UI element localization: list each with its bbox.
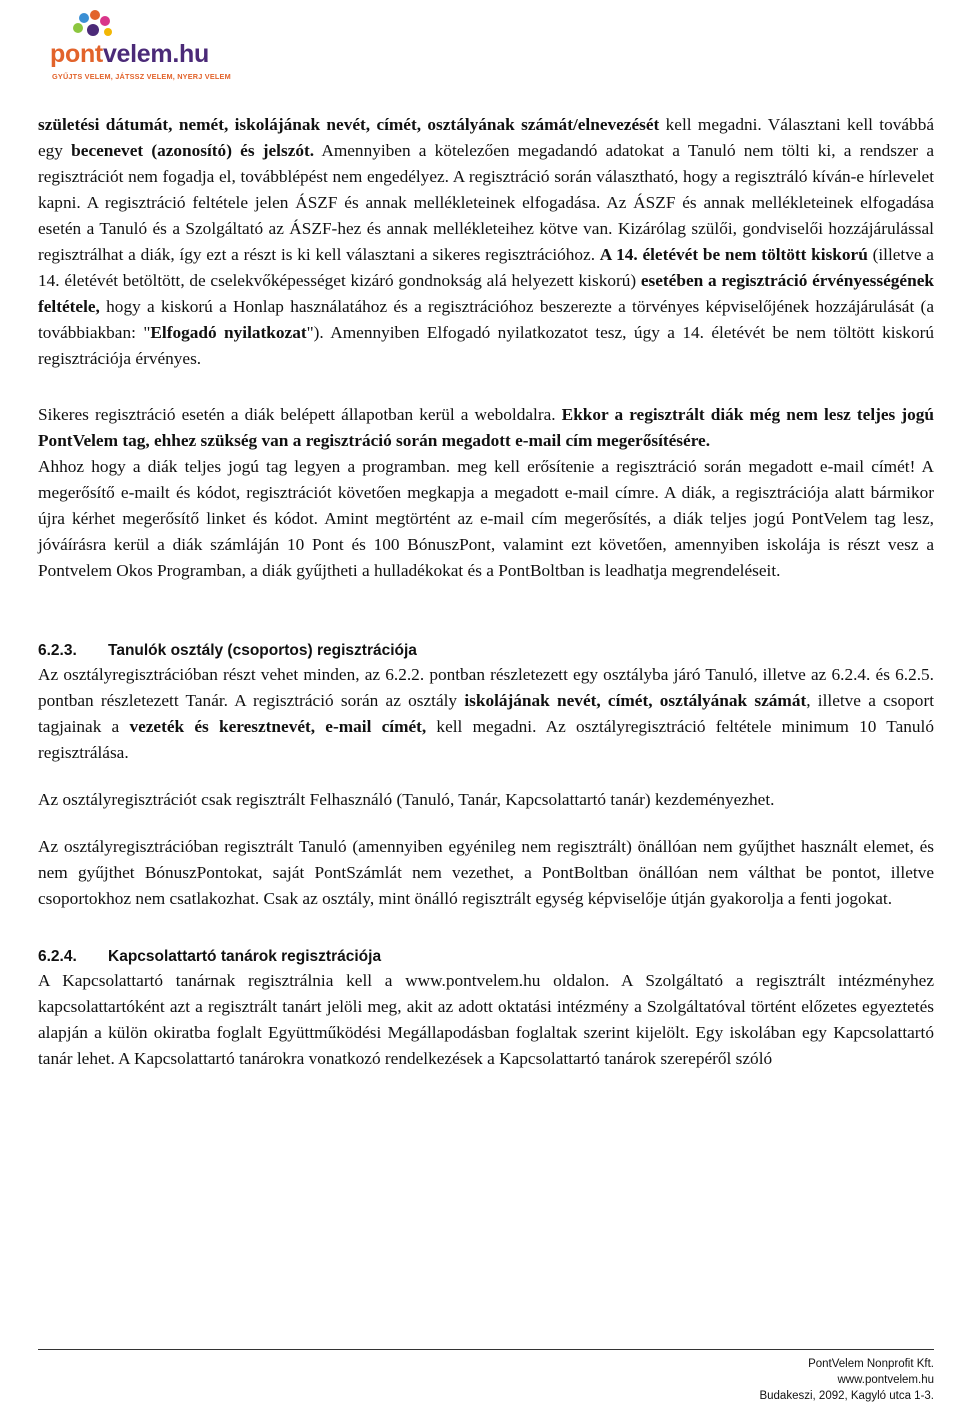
paragraph-class-registration <box>38 662 934 766</box>
bold-text: iskolájának nevét, címét, osztályának számát <box>464 691 807 710</box>
logo-text-part2: velem.hu <box>102 40 209 68</box>
text: Az osztályregisztrációban részt vehet minden, az 6.2.2. pontban részletezett egy osztályba járó Tanuló, illetve az 6.2.4. és 6.2.5. pontban részletezett Tanár. A regisztráció során az osztály <box>38 665 934 710</box>
section-number: 6.2.3. <box>38 642 77 659</box>
paragraph-contact-teacher: A Kapcsolattartó tanárnak regisztrálnia kell a www.pontvelem.hu oldalon. A Szolgáltató a regisztrált intézményhez kapcsolattartóként azt a regisztrált tanárt jelöli meg, akit az adott oktatási intézmény a Szolgáltatóval történt előzetes egyeztetés alapján a külön okiratba foglalt Együttműködési Megállapodásban foglaltak szerint kijelölt. Egy iskolában egy Kapcsolattartó tanár lehet. A Kapcsolattartó tanárokra vonatkozó rendelkezések a Kapcsolattartó tanárok szerepéről szóló <box>38 971 934 1068</box>
bold-text: vezeték és keresztnevét, e-mail címét, <box>129 717 427 736</box>
bold-text: becenevet (azonosító) és jelszót. <box>71 141 315 160</box>
logo-tagline: GYŰJTS VELEM, JÁTSSZ VELEM, NYERJ VELEM <box>52 72 231 81</box>
bold-text: esetében a regisztráció érvényességének feltétele, <box>38 271 934 316</box>
text: Sikeres regisztráció esetén a diák belépett állapotban kerül a weboldalra. <box>38 405 562 424</box>
logo-text-part1: pont <box>50 40 103 68</box>
document-body <box>38 112 934 1072</box>
paragraph-email-confirmation: Ahhoz hogy a diák teljes jogú tag legyen a programban. meg kell erősítenie a regisztráció során megadott e-mail címét! A megerősítő e-mailt és kódot, regisztrációt követően megkapja a megadott e-mail címre. A diák, a regisztrációja alatt bármikor újra kérhet megerősítő linket és kódot. Amint megtörtént az e-mail cím megerősítés, a diák teljes jogú PontVelem tag lesz, jóváírásra kerül a diák számláján 10 Pont és 100 BónuszPont, valamint ezt követően, amennyiben iskolája is részt vesz a Pontvelem Okos Programban, a diák gyűjtheti a hulladékokat és a PontBoltban is leadhatja megrendeléseit. <box>38 457 934 580</box>
footer-company: PontVelem Nonprofit Kft. <box>808 1358 934 1370</box>
footer-divider <box>38 1349 934 1350</box>
section-heading-6-2-4 <box>38 946 934 968</box>
logo <box>46 6 231 84</box>
text: Amennyiben a kötelezően megadandó adatokat a Tanuló nem tölti ki, a rendszer a regisztrációt nem fogadja el, továbblépést nem engedélyez. A regisztráció során választható, hogy a regisztráló kíván-e hírlevelet kapni. A regisztráció feltétele jelen ÁSZF és annak mellékleteinek elfogadása. Az ÁSZF és annak mellékleteinek elfogadása esetén a Tanuló és a Szolgáltató az ÁSZF-hez és annak mellékleteihez kötve van. Kizárólag szülői, gondviselői hozzájárulással regisztrálhat a diák, így ezt a részt is ki kell választani a sikeres regisztrációhoz. <box>38 141 934 264</box>
footer <box>759 1356 934 1404</box>
text: , illetve a csoport tagjainak a <box>38 691 934 736</box>
section-title: Kapcsolattartó tanárok regisztrációja <box>108 948 382 965</box>
text: "). Amennyiben Elfogadó nyilatkozatot tesz, úgy a 14. életévét be nem töltött kiskorú regisztrációja érvényes. <box>38 323 934 368</box>
text: kell megadni. Az osztályregisztráció feltétele minimum 10 Tanuló regisztrálása. <box>38 717 934 762</box>
logo-wordmark <box>50 40 209 69</box>
bold-text: A 14. életévét be nem töltött kiskorú <box>599 245 868 264</box>
section-number: 6.2.4. <box>38 948 77 965</box>
paragraph-class-registration-limits: Az osztályregisztrációban regisztrált Tanuló (amennyiben egyénileg nem regisztrált) önállóan nem gyűjthet használt elemet, és nem gyűjthet BónuszPontokat, saját PontSzámlát nem vezethet, a PontBoltban önállóan nem válthat be pontot, illetve csoportokhoz nem csatlakozhat. Csak az osztály, mint önálló regisztrált egység képviselője útján gyakorolja a fenti jogokat. <box>38 837 934 908</box>
text: hogy a kiskorú a Honlap használatához és a regisztrációhoz beszerezte a törvényes képviselőjének hozzájárulását (a továbbiakban: " <box>38 297 934 342</box>
paragraph-class-registration-initiator: Az osztályregisztrációt csak regisztrált Felhasználó (Tanuló, Tanár, Kapcsolattartó tanár) kezdeményezhet. <box>38 790 775 809</box>
section-title: Tanulók osztály (csoportos) regisztrációja <box>108 642 417 659</box>
bold-text: Elfogadó nyilatkozat <box>150 323 307 342</box>
text: (illetve a 14. életévét betöltött, de cselekvőképességet kizáró gondnokság alá helyezett kiskorú) <box>38 245 934 290</box>
footer-website: www.pontvelem.hu <box>837 1374 934 1386</box>
bold-text: születési dátumát, nemét, iskolájának nevét, címét, osztályának számát/elnevezését <box>38 115 660 134</box>
paragraph-registration-data <box>38 112 934 372</box>
text: kell megadni. Választani kell továbbá egy <box>38 115 935 160</box>
paragraph-successful-registration <box>38 402 934 454</box>
bold-text: Ekkor a regisztrált diák még nem lesz teljes jogú PontVelem tag, ehhez szükség van a regisztráció során megadott e-mail cím megerősítésére. <box>38 405 934 450</box>
footer-address: Budakeszi, 2092, Kagyló utca 1-3. <box>759 1390 934 1402</box>
section-heading-6-2-3 <box>38 640 934 662</box>
